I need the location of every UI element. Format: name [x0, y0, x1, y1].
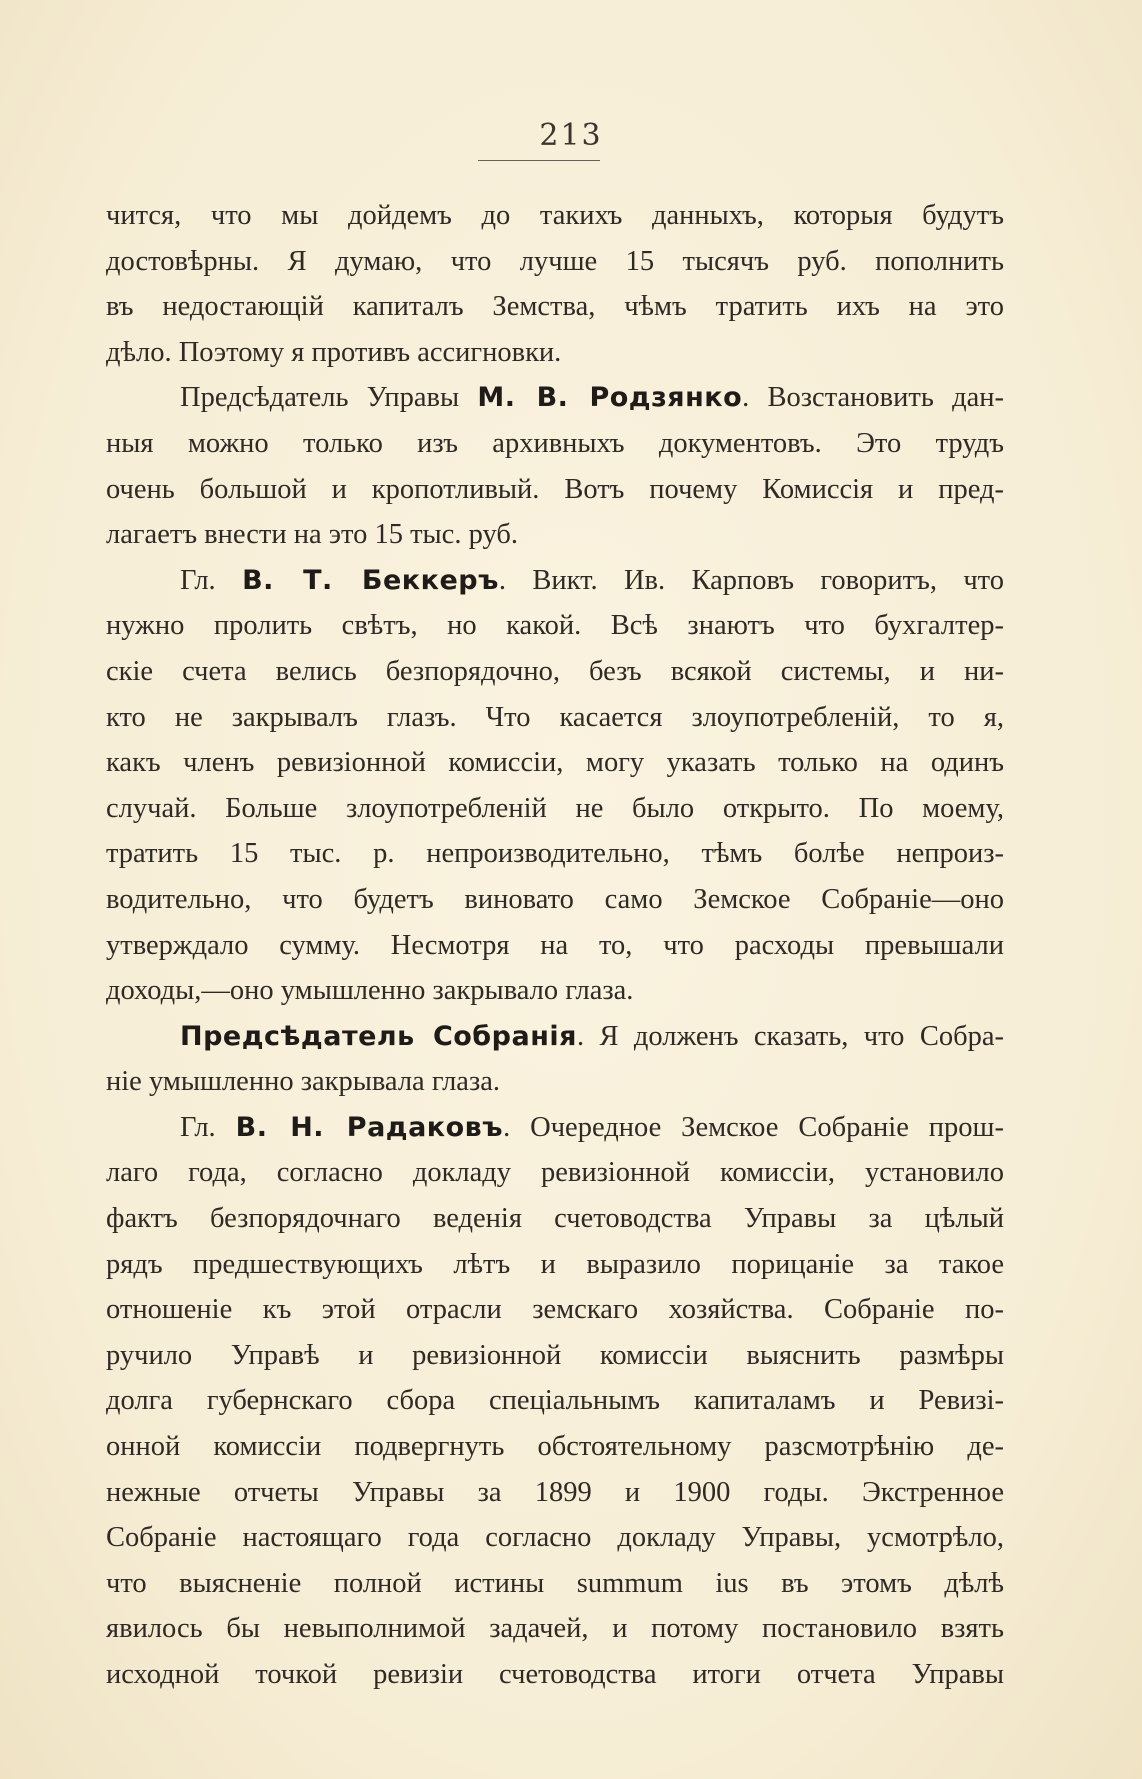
text-run: . Викт. Ив. Карповъ говоритъ, что [498, 564, 1005, 596]
text-run: случай. Больше злоупотребленій не было открыто. По моему, [106, 792, 1004, 824]
text-run: . Я долженъ сказать, что Собра- [576, 1020, 1004, 1052]
text-run: рядъ предшествующихъ лѣтъ и выразило порицаніе за такое [106, 1248, 1004, 1280]
text-line [106, 1150, 1004, 1196]
text-run: нежные отчеты Управы за 1899 и 1900 годы. Экстренное [106, 1476, 1004, 1508]
text-line [106, 923, 1004, 969]
speaker-name: Предсѣдатель Собранія [180, 1020, 577, 1052]
text-line [106, 740, 1004, 786]
text-run: явилось бы невыполнимой задачей, и потому постановило взять [106, 1613, 1004, 1645]
text-line [106, 831, 1004, 877]
text-line [106, 1242, 1004, 1288]
text-run: водительно, что будетъ виновато само Земское Собраніе—оно [106, 883, 1004, 915]
text-run: ніе умышленно закрывала глаза. [106, 1066, 500, 1098]
text-run: Гл. [180, 1111, 236, 1143]
text-line [106, 1014, 1004, 1060]
text-run: лаго года, согласно докладу ревизіонной комиссіи, установило [106, 1157, 1004, 1189]
text-run: лагаетъ внести на это 15 тыс. руб. [106, 519, 518, 551]
text-run: отношеніе къ этой отрасли земскаго хозяйства. Собраніе по- [106, 1294, 1004, 1326]
text-line [106, 558, 1004, 604]
text-line [106, 1105, 1004, 1151]
text-line [106, 375, 1004, 421]
text-line [106, 193, 1004, 239]
text-line [106, 421, 1004, 467]
text-run: ручило Управѣ и ревизіонной комиссіи выяснить размѣры [106, 1339, 1004, 1371]
text-line [106, 467, 1004, 513]
text-line [106, 1287, 1004, 1333]
text-run: исходной точкой ревизіи счетоводства итоги отчета Управы [106, 1659, 1004, 1690]
text-run: тратить 15 тыс. р. непроизводительно, тѣмъ болѣе непроиз- [106, 838, 1004, 870]
text-run: долга губернскаго сбора спеціальнымъ капиталамъ и Ревизі- [106, 1385, 1004, 1417]
speaker-name: В. Т. Беккеръ [242, 564, 499, 596]
text-run: Предсѣдатель Управы [180, 382, 478, 414]
text-line [106, 1378, 1004, 1424]
text-line [106, 1424, 1004, 1470]
text-line [106, 1515, 1004, 1561]
text-run: нужно пролить свѣтъ, но какой. Всѣ знаютъ что бухгалтер- [106, 610, 1004, 642]
text-line [106, 1561, 1004, 1607]
text-line [106, 968, 1004, 1014]
speaker-name: В. Н. Радаковъ [235, 1111, 504, 1143]
text-run: Гл. [180, 564, 243, 596]
text-run: дѣло. Поэтому я противъ ассигновки. [106, 336, 562, 368]
text-line [106, 1606, 1004, 1652]
text-run: кто не закрывалъ глазъ. Что касается злоупотребленій, то я, [106, 701, 1004, 733]
text-line [106, 603, 1004, 649]
text-line [106, 512, 1004, 558]
text-run: доходы,—оно умышленно закрывало глаза. [106, 975, 634, 1007]
text-line [106, 1059, 1004, 1105]
text-run: . Возстановить дан- [742, 382, 1004, 414]
text-run: что выясненіе полной истины summum ius въ этомъ дѣлѣ [106, 1567, 1004, 1599]
speaker-name: М. В. Родзянко [477, 382, 743, 414]
text-run: чится, что мы дойдемъ до такихъ данныхъ, которыя будутъ [106, 200, 1004, 231]
text-line [106, 330, 1004, 376]
text-run: скіе счета велись безпорядочно, безъ всякой системы, и ни- [106, 655, 1004, 687]
text-line [106, 239, 1004, 285]
text-line [106, 877, 1004, 923]
text-line [106, 284, 1004, 330]
text-run: какъ членъ ревизіонной комиссіи, могу указать только на одинъ [106, 747, 1004, 779]
text-run: очень большой и кропотливый. Вотъ почему Комиссія и пред- [106, 473, 1004, 505]
text-line [106, 1333, 1004, 1379]
text-run: въ недостающій капиталъ Земства, чѣмъ тратить ихъ на это [106, 291, 1004, 323]
text-run: фактъ безпорядочнаго веденія счетоводства Управы за цѣлый [106, 1203, 1004, 1235]
text-run: утверждало сумму. Несмотря на то, что расходы превышали [106, 929, 1004, 961]
text-run: онной комиссіи подвергнуть обстоятельному разсмотрѣнію де- [106, 1431, 1004, 1463]
text-line [106, 1470, 1004, 1516]
body-text [106, 193, 1004, 1698]
text-run: ныя можно только изъ архивныхъ документовъ. Это трудъ [106, 427, 1004, 459]
page-number: 213 [539, 118, 603, 153]
text-run: достовѣрны. Я думаю, что лучше 15 тысячъ руб. пополнить [106, 245, 1004, 277]
text-line [106, 1196, 1004, 1242]
text-run: Собраніе настоящаго года согласно докладу Управы, усмотрѣло, [106, 1522, 1004, 1554]
text-line [106, 649, 1004, 695]
text-line [106, 695, 1004, 741]
text-run: . Очередное Земское Собраніе прош- [503, 1111, 1004, 1143]
page-number-rule [478, 160, 600, 161]
text-line [106, 786, 1004, 832]
text-line [106, 1652, 1004, 1698]
